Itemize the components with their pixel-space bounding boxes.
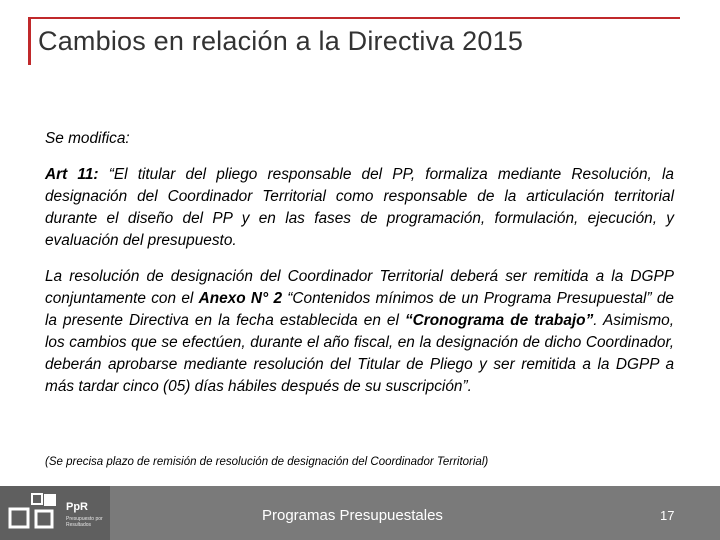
resolution-text-2: “Contenidos mínimos de un Programa Presupuestal” de la presente Directiva en la fecha establecida en el [45,290,674,329]
schedule-label: “Cronograma de trabajo” [404,312,594,329]
article-quote: “El titular del pliego responsable del PP, formaliza mediante Resolución, la designación del Coordinador Territorial como responsable de la articulación territorial durante el diseño del PP y en las fases de programación, formulación, ejecución, y evaluación del presupuesto. [45,166,674,249]
title-frame-top-line [28,17,680,19]
page-number: 17 [660,508,675,523]
ppr-logo-icon [6,491,62,535]
intro-text: Se modifica: [45,130,130,147]
slide-title: Cambios en relación a la Directiva 2015 [38,26,524,56]
title-frame-left-line [28,17,31,65]
footer-logo-area [0,486,110,540]
footer-label: Programas Presupuestales [262,507,443,524]
slide-body [45,128,674,412]
footer-bar [0,486,720,540]
resolution-text-3: . Asimismo, los cambios que se efectúen, durante el año fiscal, en la designación de dicho Coordinador, deberán aprobarse mediante resolución del Titular de Pliego y ser remitida a la DGPP a más tardar cinco (05) días hábiles después de su suscripción”. [45,312,675,395]
article-label: Art 11: [45,166,99,183]
article-paragraph [45,164,674,252]
logo-text: PpR [66,501,88,513]
resolution-paragraph [45,266,674,398]
resolution-text-1: La resolución de designación del Coordinador Territorial deberá ser remitida a la DGPP conjuntamente con el [45,268,674,307]
logo-subtitle: Presupuesto por Resultados [66,516,103,528]
annex-label: Anexo N° 2 [198,290,283,307]
footnote: (Se precisa plazo de remisión de resolución de designación del Coordinador Territorial) [45,456,489,468]
